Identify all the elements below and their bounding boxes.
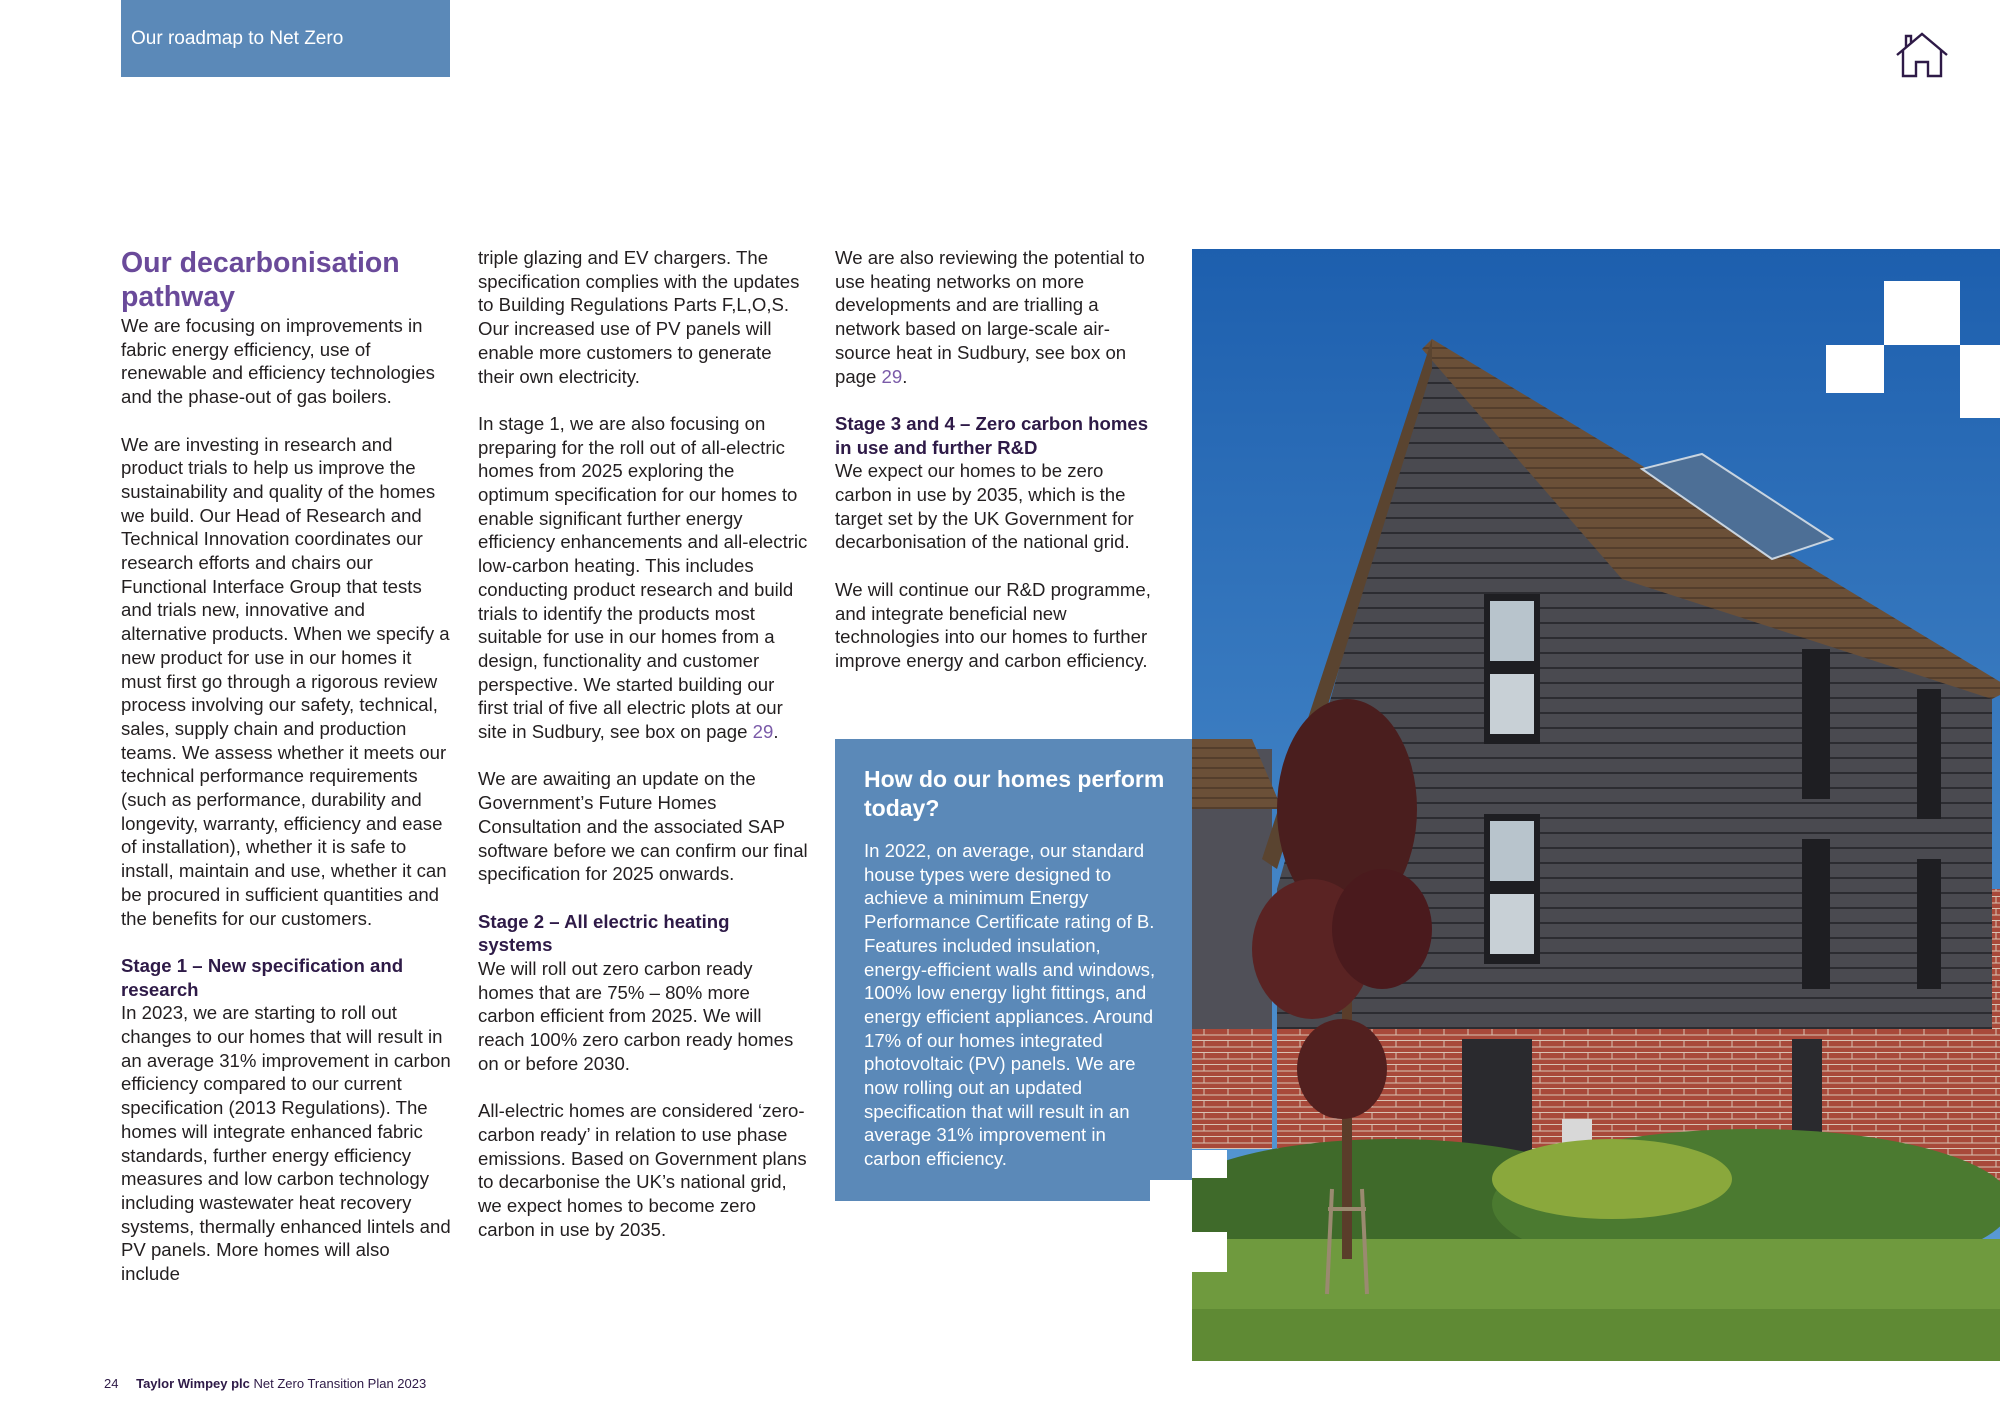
paragraph: In stage 1, we are also focusing on preparing for the roll out of all-electric homes from 2025 exploring the optimum specification for our homes to enable significant further energy efficiency enhancements and all-electric low-carbon heating. This includes conducting product research and build trials to identify the products most suitable for use in our homes from a design, functionality and customer perspective. We started building our first trial of five all electric plots at our site in Sudbury, see box on page 29. (478, 412, 808, 743)
decorative-square (1150, 1180, 1192, 1201)
home-icon[interactable] (1894, 30, 1950, 80)
page-number: 24 (104, 1376, 119, 1391)
stage-2-heading: Stage 2 – All electric heating systems (478, 910, 730, 956)
column-1 (121, 246, 451, 1286)
paragraph: We are investing in research and product trials to help us improve the sustainability and quality of the homes we build. Our Head of Research and Technical Innovation coordinates our research efforts and chairs our Functional Interface Group that tests and trials new, innovative and alternative products. When we specify a new product for use in our homes it must first go through a rigorous review process involving our safety, technical, sales, supply chain and production teams. We assess whether it meets our technical performance requirements (such as performance, durability and longevity, warranty, efficiency and ease of installation), whether it is safe to install, maintain and use, whether it can be procured in sufficient quantities and the benefits for our customers. (121, 433, 450, 929)
section-tag (121, 0, 450, 77)
paragraph: All-electric homes are considered ‘zero-carbon ready’ in relation to use phase emissions. Based on Government plans to decarbonise the UK’s national grid, we expect homes to become zero carbon in use by 2035. (478, 1100, 807, 1240)
paragraph: We expect our homes to be zero carbon in use by 2035, which is the target set by the UK Government for decarbonisation of the national grid. (835, 460, 1134, 553)
company-name: Taylor Wimpey plc (136, 1376, 250, 1391)
page-link[interactable]: 29 (881, 365, 903, 387)
callout-body: In 2022, on average, our standard house types were designed to achieve a minimum Energy Performance Certificate rating of B. Features included insulation, energy-efficient walls and windows, 100% low energy light fittings, and energy efficient appliances. Around 17% of our homes integrated photovoltaic (PV) panels. We are now rolling out an updated specification that will result in an average 31% improvement in carbon efficiency. (864, 840, 1156, 1170)
callout-box (835, 739, 1192, 1201)
paragraph: We will roll out zero carbon ready homes that are 75% – 80% more carbon efficient from 2025. We will reach 100% zero carbon ready homes on or before 2030. (478, 958, 794, 1074)
decorative-square (1192, 1232, 1227, 1272)
page-link[interactable]: 29 (752, 721, 774, 743)
paragraph: We are awaiting an update on the Government’s Future Homes Consultation and the associated SAP software before we can confirm our final specification for 2025 onwards. (478, 768, 808, 885)
paragraph: In 2023, we are starting to roll out changes to our homes that will result in an average 31% improvement in carbon efficiency compared to our current specification (2013 Regulations). The homes will integrate enhanced fabric standards, further energy efficiency measures and low carbon technology including wastewater heat recovery systems, thermally enhanced lintels and PV panels. More homes will also include (121, 1002, 451, 1285)
decorative-square (1884, 281, 1960, 345)
paragraph: We are focusing on improvements in fabric energy efficiency, use of renewable and efficiency technologies and the phase-out of gas boilers. (121, 315, 435, 408)
decorative-square (1192, 1150, 1227, 1178)
stage-3-heading: Stage 3 and 4 – Zero carbon homes in use and further R&D (835, 412, 1149, 458)
column-3 (835, 246, 1165, 673)
decorative-square (1960, 345, 2000, 418)
section-tag-label: Our roadmap to Net Zero (131, 27, 344, 49)
paragraph: We will continue our R&D programme, and integrate beneficial new technologies into our homes to further improve energy and carbon efficiency. (835, 578, 1151, 671)
column-2 (478, 246, 808, 1241)
callout-heading: How do our homes perform today? (864, 766, 1165, 821)
stage-1-heading: Stage 1 – New specification and research (121, 954, 404, 1000)
document-title: Net Zero Transition Plan 2023 (253, 1376, 427, 1391)
decorative-square (1826, 345, 1884, 393)
paragraph: We are also reviewing the potential to use heating networks on more developments and are trialling a network based on large-scale air-source heat in Sudbury, see box on page 29. (835, 247, 1145, 387)
page-title: Our decarbonisation pathway (121, 247, 400, 313)
footer (104, 1376, 426, 1391)
paragraph: triple glazing and EV chargers. The specification complies with the updates to Building Regulations Parts F,L,O,S. Our increased use of PV panels will enable more customers to generate their own electricity. (478, 247, 800, 387)
house-photo (1192, 249, 2000, 1361)
